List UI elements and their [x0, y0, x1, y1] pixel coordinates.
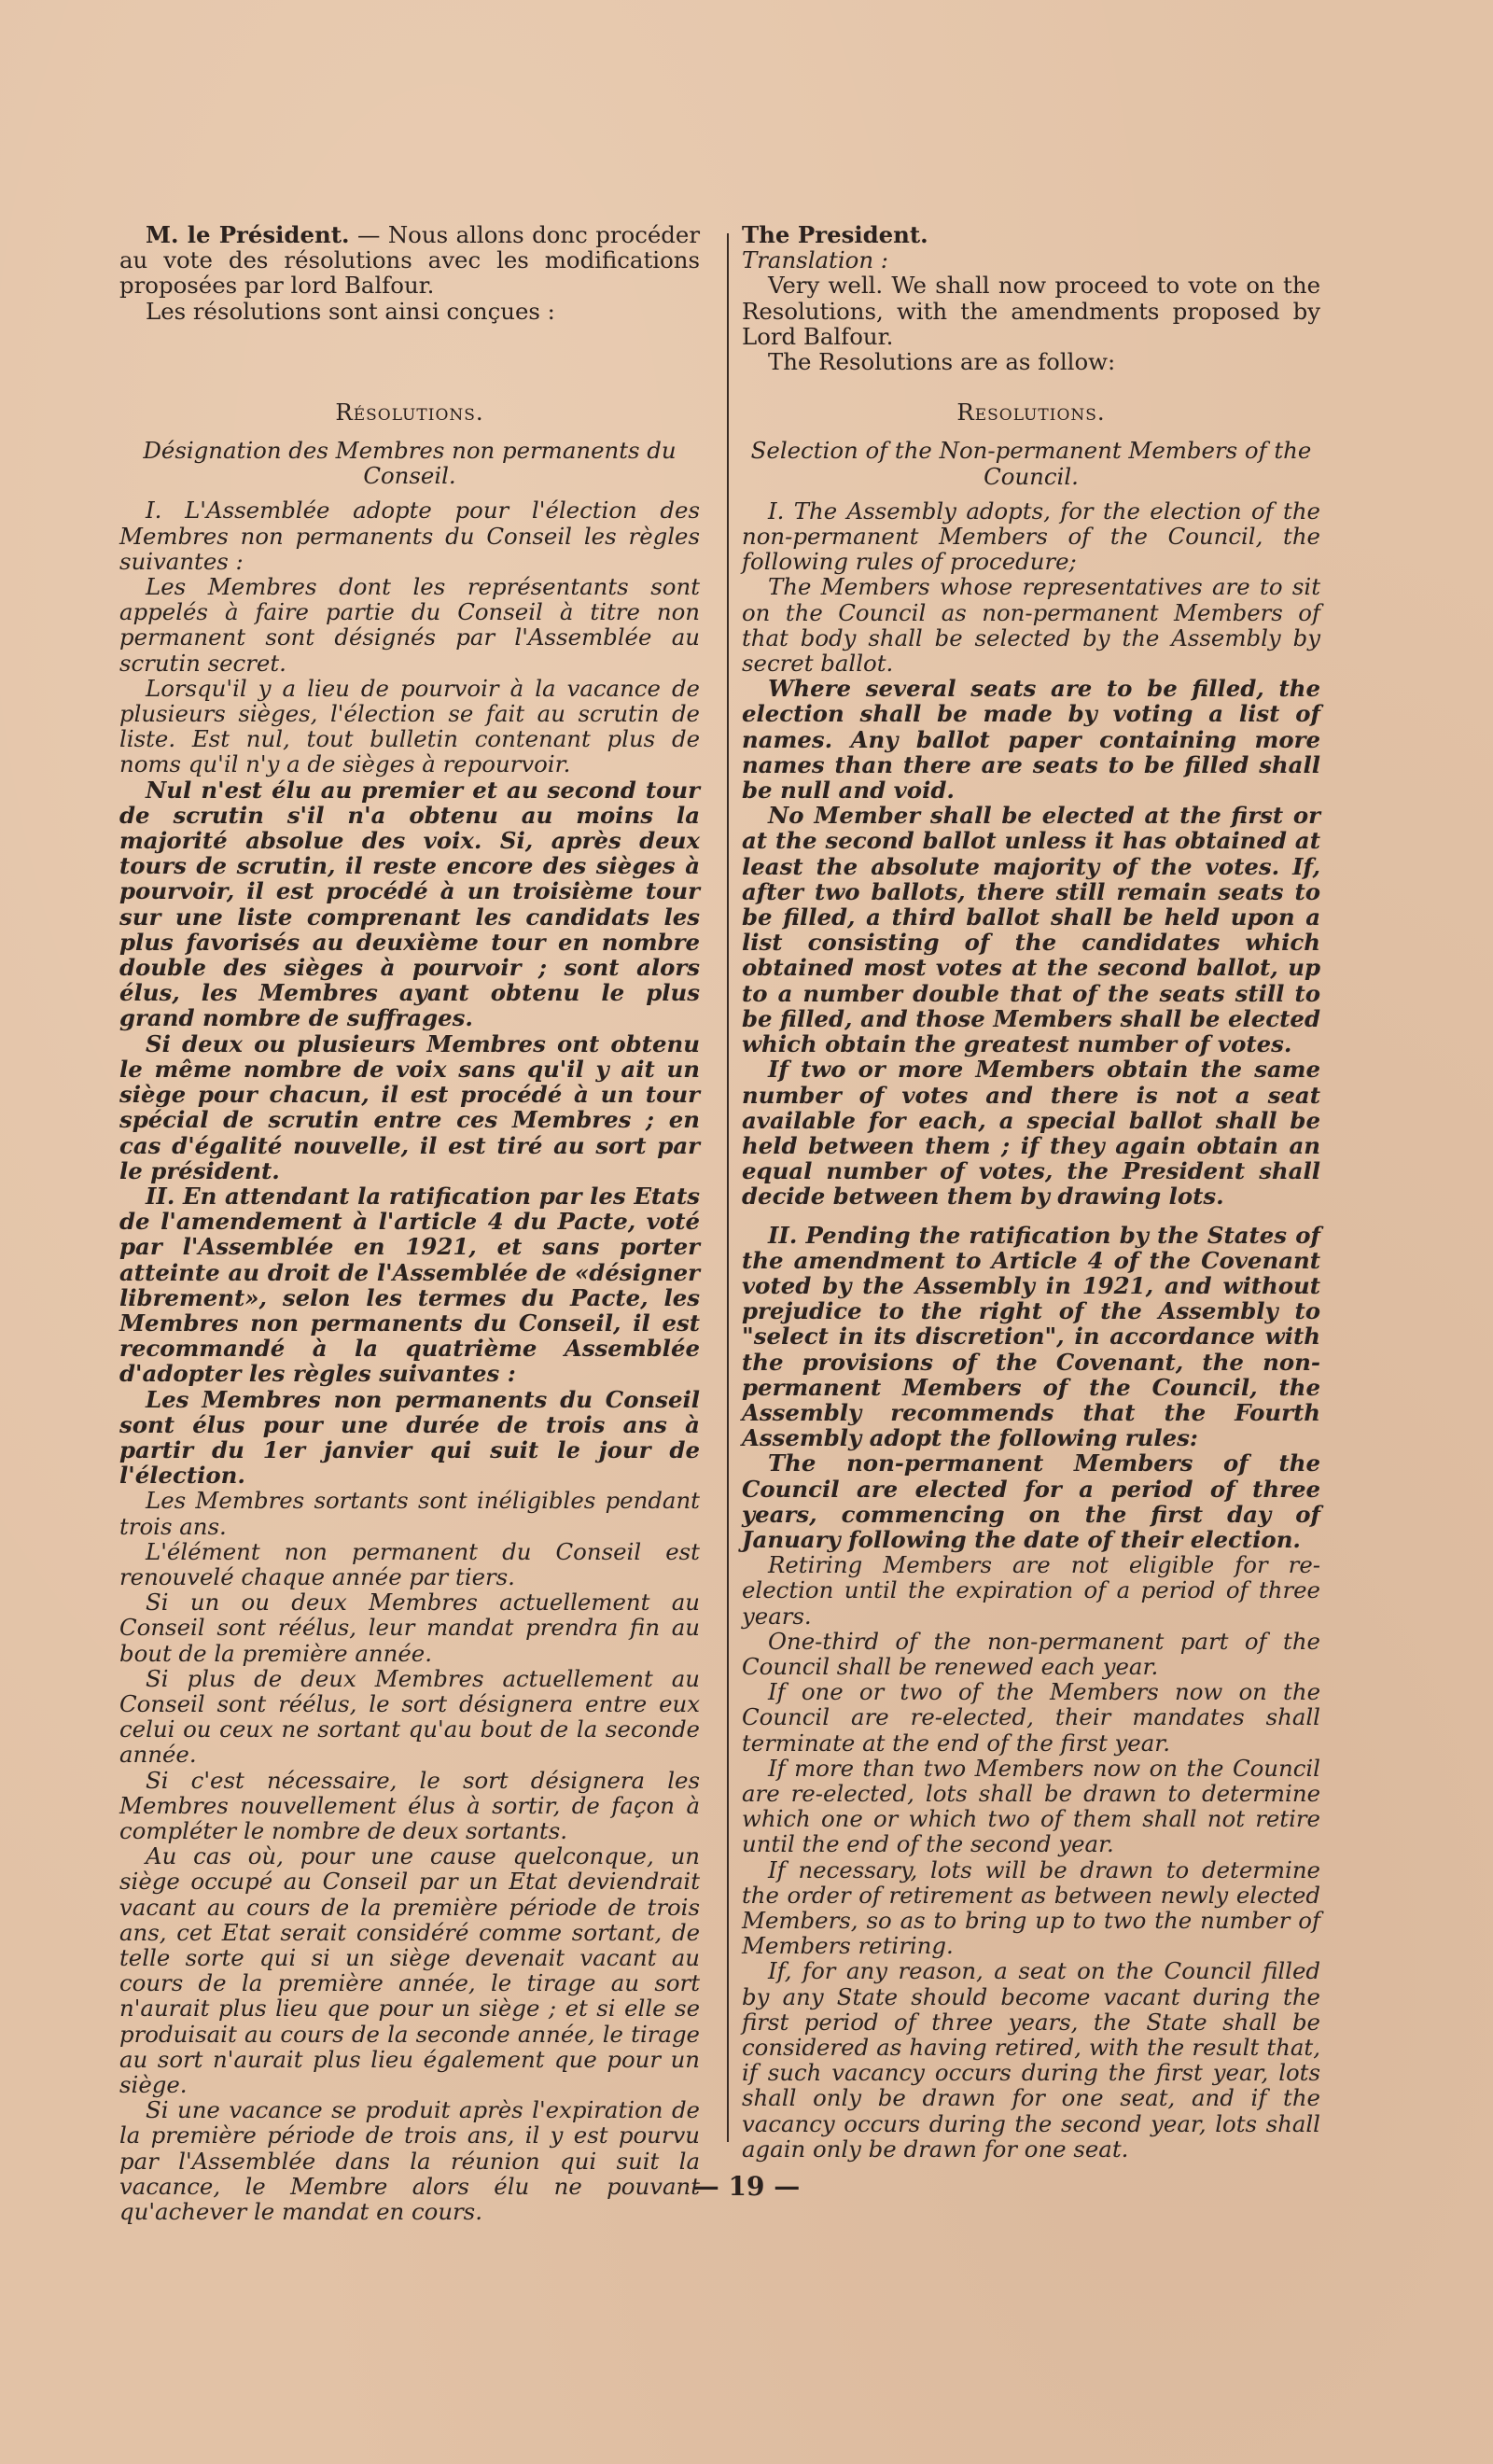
speaker-name-en: The President.	[742, 221, 928, 248]
paragraph-fr: Au cas où, pour une cause quelconque, un siège occupé au Conseil par un Etat deviendrait vacant au cours de la première période de trois ans, cet Etat serait considéré comme sortant, de telle sorte qui si un siège devenait vacant au cours de la première année, le tirage au sort n'aurait plus lieu que pour un siège ; et si elle se produisait au cours de la seconde année, le tirage au sort n'aurait plus lieu également que pour un siège.	[119, 1842, 700, 2099]
paragraph-fr: Les Membres dont les représentants sont appelés à faire partie du Conseil à titre non permanent sont désignés par l'Assemblée au scrutin secret.	[119, 573, 700, 677]
paragraph-fr: L'élément non permanent du Conseil est renouvelé chaque année par tiers.	[119, 1537, 700, 1590]
page-number: — 19 —	[692, 2171, 801, 2202]
paragraph-fr: Nul n'est élu au premier et au second tour de scrutin s'il n'a obtenu au moins la majorité absolue des voix. Si, après deux tours de scrutin, il reste encore des sièges à pourvoir, il est procédé à un troisième tour sur une liste comprenant les candidats les plus favorisés au deuxième tour en nombre double des sièges à pourvoir ; sont alors élus, les Membres ayant obtenu le plus grand nombre de suffrages.	[119, 776, 700, 1032]
paragraph-en: The non-permanent Members of the Council are elected for a period of three years, commencing on the first day of January following the date of their election.	[742, 1449, 1320, 1553]
intro-line-en: The Resolutions are as follow:	[768, 348, 1116, 376]
section-subheading-fr: Désignation des Membres non permanents du Conseil.	[143, 437, 677, 490]
paragraph-en: If, for any reason, a seat on the Council filled by any State should become vacant during the first period of three years, the State shall be considered as having retired, with the result that, if such vacancy occurs during the first year, lots shall only be drawn for one seat, and if the vacancy occurs during the second year, lots shall again only be drawn for one seat.	[742, 1957, 1320, 2163]
paragraph-en: The Members whose representatives are to sit on the Council as non-permanent Members of that body shall be selected by the Assembly by secret ballot.	[742, 573, 1320, 678]
paragraph-en: If two or more Members obtain the same number of votes and there is not a seat available for each, a special ballot shall be held between them ; if they again obtain an equal number of votes, the President shall decide between them by drawing lots.	[742, 1056, 1320, 1211]
paragraph-en: Where several seats are to be filled, the election shall be made by voting a list of names. Any ballot paper containing more names than there are seats to be filled shall be null and void.	[742, 675, 1320, 805]
paragraph-en: If necessary, lots will be drawn to determine the order of retirement as between newly elected Members, so as to bring up to two the number of Members retiring.	[742, 1855, 1320, 1960]
paragraph-en: I. The Assembly adopts, for the election of the non-permanent Members of the Council, the following rules of procedure;	[742, 497, 1320, 576]
paragraph-en: If one or two of the Members now on the Council are re-elected, their mandates shall terminate at the end of the first year.	[742, 1678, 1320, 1757]
paragraph-fr: Lorsqu'il y a lieu de pourvoir à la vacance de plusieurs sièges, l'élection se fait au scrutin de liste. Est nul, tout bulletin contenant plus de noms qu'il n'y a de sièges à repourvoir.	[119, 674, 700, 778]
statement-text-en: Very well. We shall now proceed to vote on the Resolutions, with the amendments proposed by Lord Balfour.	[742, 272, 1320, 350]
section-subheading-en: Selection of the Non-permanent Members of the Council.	[750, 437, 1312, 490]
section-heading-fr: Résolutions.	[335, 398, 484, 426]
paragraph-fr: Si deux ou plusieurs Membres ont obtenu le même nombre de voix sans qu'il y ait un siège pour chacun, il est procédé à un tour spécial de scrutin entre ces Membres ; en cas d'égalité nouvelle, il est tiré au sort par le président.	[119, 1029, 700, 1184]
paragraph-fr: I. L'Assemblée adopte pour l'élection des Membres non permanents du Conseil les règles suivantes :	[119, 497, 700, 575]
column-divider	[727, 233, 729, 2142]
paragraph-fr: Les Membres non permanents du Conseil sont élus pour une durée de trois ans à partir du 1er janvier qui suit le jour de l'élection.	[119, 1385, 700, 1490]
paragraph-fr: Si une vacance se produit après l'expiration de la première période de trois ans, il y est pourvu par l'Assemblée dans la réunion qui suit la vacance, le Membre alors élu ne pouvant qu'achever le mandat en cours.	[119, 2096, 700, 2226]
speaker-name-fr: M. le Président.	[146, 221, 350, 248]
paragraph-fr: Si plus de deux Membres actuellement au Conseil sont réélus, le sort désignera entre eux celui ou ceux ne sortant qu'au bout de la seconde année.	[119, 1664, 700, 1769]
statement-text-fr: — Nous allons donc procéder au vote des résolutions avec les modifications proposées par lord Balfour.	[119, 221, 700, 300]
president-statement-fr	[119, 222, 700, 299]
paragraph-fr: Si c'est nécessaire, le sort désignera les Membres nouvellement élus à sortir, de façon à compléter le nombre de deux sortants.	[119, 1766, 700, 1844]
paragraph-en: If more than two Members now on the Council are re-elected, lots shall be drawn to determine which one or which two of them shall not retire until the end of the second year.	[742, 1754, 1320, 1858]
paragraph-en: One-third of the non-permanent part of the Council shall be renewed each year.	[742, 1627, 1320, 1680]
english-column	[742, 222, 1320, 2162]
section-heading-en: Resolutions.	[956, 399, 1106, 427]
paragraph-fr: Si un ou deux Membres actuellement au Conseil sont réélus, leur mandat prendra fin au bout de la première année.	[119, 1589, 700, 1667]
paragraph-en: II. Pending the ratification by the States of the amendment to Article 4 of the Covenant voted by the Assembly in 1921, and without prejudice to the right of the Assembly to "select in its discretion", in accordance with the provisions of the Covenant, the non-permanent Members of the Council, the Assembly recommends that the Fourth Assembly adopt the following rules:	[742, 1221, 1320, 1452]
paragraph-fr: Les Membres sortants sont inéligibles pendant trois ans.	[119, 1487, 700, 1540]
intro-line-fr: Les résolutions sont ainsi conçues :	[146, 297, 555, 325]
paragraph-en: Retiring Members are not eligible for re-election until the expiration of a period of three years.	[742, 1551, 1320, 1630]
translation-label: Translation :	[742, 246, 889, 274]
paragraph-en: No Member shall be elected at the first or at the second ballot unless it has obtained at least the absolute majority of the votes. If, after two ballots, there still remain seats to be filled, a third ballot shall be held upon a list consisting of the candidates which obtained most votes at the second ballot, up to a number double that of the seats still to be filled, and those Members shall be elected which obtain the greatest number of votes.	[742, 802, 1320, 1058]
paragraph-fr: II. En attendant la ratification par les Etats de l'amendement à l'article 4 du Pacte, voté par l'Assemblée en 1921, et sans porter atteinte au droit de l'Assemblée de «désigner librement», selon les termes du Pacte, les Membres non permanents du Conseil, il est recommandé à la quatrième Assemblée d'adopter les règles suivantes :	[119, 1182, 700, 1388]
french-column	[119, 222, 700, 2224]
